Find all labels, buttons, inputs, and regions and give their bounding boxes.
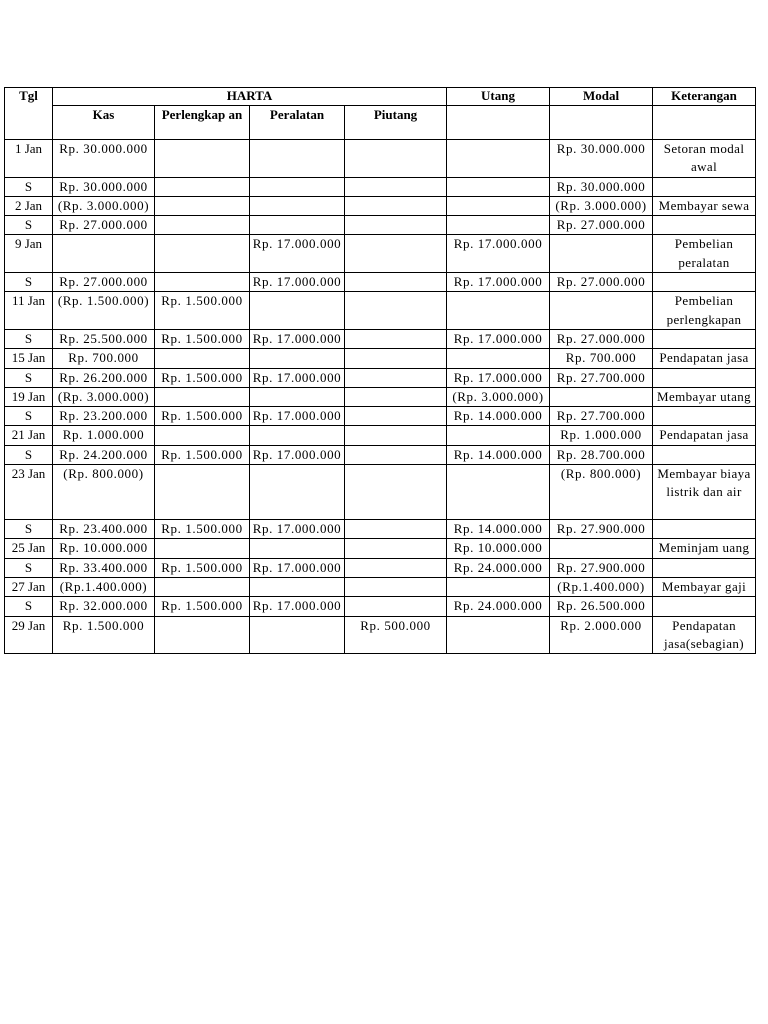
cell-ket: Pendapatan jasa (653, 349, 756, 368)
cell-tgl: 27 Jan (5, 577, 53, 596)
cell-utang: Rp. 17.000.000 (447, 329, 550, 348)
cell-ket: Pendapatan jasa (653, 426, 756, 445)
cell-utang: Rp. 17.000.000 (447, 273, 550, 292)
cell-ket (653, 273, 756, 292)
cell-piutang (345, 387, 447, 406)
cell-ket (653, 558, 756, 577)
cell-modal: (Rp. 800.000) (550, 465, 653, 520)
cell-ket: Setoran modal awal (653, 140, 756, 178)
cell-peralatan: Rp. 17.000.000 (250, 368, 345, 387)
cell-modal: (Rp. 3.000.000) (550, 196, 653, 215)
table-row (5, 465, 756, 520)
cell-kas: Rp. 27.000.000 (53, 273, 155, 292)
cell-peralatan (250, 426, 345, 445)
cell-ket (653, 216, 756, 235)
table-row (5, 273, 756, 292)
table-row (5, 407, 756, 426)
cell-perlengkapan (155, 426, 250, 445)
cell-ket: Pendapatan jasa(sebagian) (653, 616, 756, 654)
cell-kas: Rp. 30.000.000 (53, 177, 155, 196)
cell-utang: Rp. 24.000.000 (447, 558, 550, 577)
cell-modal (550, 235, 653, 273)
header-utang: Utang (447, 88, 550, 106)
table-row (5, 349, 756, 368)
cell-perlengkapan (155, 349, 250, 368)
cell-piutang (345, 273, 447, 292)
cell-tgl: S (5, 407, 53, 426)
cell-tgl: 9 Jan (5, 235, 53, 273)
cell-perlengkapan (155, 616, 250, 654)
cell-utang (447, 616, 550, 654)
cell-ket: Membayar utang (653, 387, 756, 406)
cell-kas: Rp. 1.500.000 (53, 616, 155, 654)
cell-tgl: 29 Jan (5, 616, 53, 654)
table-row (5, 426, 756, 445)
cell-utang: Rp. 14.000.000 (447, 407, 550, 426)
cell-tgl: 2 Jan (5, 196, 53, 215)
header-harta: HARTA (53, 88, 447, 106)
cell-utang: Rp. 14.000.000 (447, 520, 550, 539)
cell-perlengkapan (155, 216, 250, 235)
cell-peralatan (250, 577, 345, 596)
cell-piutang (345, 196, 447, 215)
cell-tgl: 25 Jan (5, 539, 53, 558)
cell-peralatan (250, 539, 345, 558)
cell-ket (653, 445, 756, 464)
cell-kas: Rp. 30.000.000 (53, 140, 155, 178)
cell-modal: Rp. 30.000.000 (550, 177, 653, 196)
cell-peralatan: Rp. 17.000.000 (250, 407, 345, 426)
header-utang-sub (447, 106, 550, 140)
cell-tgl: 23 Jan (5, 465, 53, 520)
cell-perlengkapan: Rp. 1.500.000 (155, 445, 250, 464)
cell-utang: Rp. 10.000.000 (447, 539, 550, 558)
header-kas: Kas (53, 106, 155, 140)
header-piutang: Piutang (345, 106, 447, 140)
cell-utang (447, 196, 550, 215)
cell-utang (447, 216, 550, 235)
cell-piutang (345, 177, 447, 196)
cell-peralatan (250, 292, 345, 330)
cell-ket: Membayar biaya listrik dan air (653, 465, 756, 520)
cell-modal: Rp. 30.000.000 (550, 140, 653, 178)
cell-peralatan (250, 177, 345, 196)
cell-utang (447, 577, 550, 596)
cell-modal: Rp. 27.700.000 (550, 407, 653, 426)
cell-modal: Rp. 2.000.000 (550, 616, 653, 654)
cell-piutang (345, 216, 447, 235)
table-row (5, 577, 756, 596)
cell-utang (447, 292, 550, 330)
cell-perlengkapan (155, 577, 250, 596)
table-row (5, 368, 756, 387)
table-row (5, 616, 756, 654)
cell-utang (447, 177, 550, 196)
cell-kas: (Rp.1.400.000) (53, 577, 155, 596)
cell-modal (550, 387, 653, 406)
cell-kas: (Rp. 3.000.000) (53, 387, 155, 406)
cell-peralatan (250, 465, 345, 520)
cell-ket: Pembelian perlengkapan (653, 292, 756, 330)
header-row-sub (5, 106, 756, 140)
cell-ket: Membayar gaji (653, 577, 756, 596)
cell-peralatan (250, 387, 345, 406)
cell-piutang (345, 426, 447, 445)
cell-utang (447, 349, 550, 368)
header-keterangan-sub (653, 106, 756, 140)
cell-ket (653, 368, 756, 387)
table-row (5, 558, 756, 577)
cell-tgl: S (5, 597, 53, 616)
cell-ket: Membayar sewa (653, 196, 756, 215)
cell-tgl: S (5, 520, 53, 539)
cell-peralatan (250, 349, 345, 368)
cell-tgl: 21 Jan (5, 426, 53, 445)
cell-piutang (345, 292, 447, 330)
cell-utang (447, 465, 550, 520)
table-row (5, 216, 756, 235)
cell-utang (447, 140, 550, 178)
table-row (5, 387, 756, 406)
transaction-ledger-table (4, 87, 756, 654)
header-tgl: Tgl (5, 88, 53, 140)
cell-kas: Rp. 24.200.000 (53, 445, 155, 464)
cell-tgl: 15 Jan (5, 349, 53, 368)
cell-modal: Rp. 27.000.000 (550, 273, 653, 292)
cell-piutang (345, 577, 447, 596)
cell-perlengkapan: Rp. 1.500.000 (155, 558, 250, 577)
cell-piutang (345, 329, 447, 348)
cell-kas: (Rp. 1.500.000) (53, 292, 155, 330)
cell-piutang (345, 597, 447, 616)
cell-kas: Rp. 23.200.000 (53, 407, 155, 426)
cell-kas: Rp. 1.000.000 (53, 426, 155, 445)
cell-modal (550, 539, 653, 558)
cell-tgl: S (5, 368, 53, 387)
cell-perlengkapan: Rp. 1.500.000 (155, 520, 250, 539)
table-row (5, 140, 756, 178)
cell-modal (550, 292, 653, 330)
cell-kas: Rp. 10.000.000 (53, 539, 155, 558)
table-row (5, 235, 756, 273)
cell-piutang (345, 235, 447, 273)
cell-perlengkapan (155, 273, 250, 292)
cell-peralatan: Rp. 17.000.000 (250, 445, 345, 464)
table-row (5, 539, 756, 558)
cell-peralatan: Rp. 17.000.000 (250, 329, 345, 348)
cell-peralatan: Rp. 17.000.000 (250, 597, 345, 616)
cell-perlengkapan (155, 465, 250, 520)
cell-modal: Rp. 28.700.000 (550, 445, 653, 464)
cell-piutang (345, 407, 447, 426)
cell-piutang (345, 465, 447, 520)
cell-modal: Rp. 700.000 (550, 349, 653, 368)
cell-perlengkapan: Rp. 1.500.000 (155, 329, 250, 348)
cell-modal: (Rp.1.400.000) (550, 577, 653, 596)
cell-piutang (345, 140, 447, 178)
cell-ket (653, 177, 756, 196)
cell-utang: Rp. 17.000.000 (447, 235, 550, 273)
header-perlengkapan: Perlengkap an (155, 106, 250, 140)
cell-piutang (345, 349, 447, 368)
cell-peralatan (250, 196, 345, 215)
cell-utang (447, 426, 550, 445)
cell-tgl: 11 Jan (5, 292, 53, 330)
cell-perlengkapan: Rp. 1.500.000 (155, 407, 250, 426)
cell-peralatan (250, 216, 345, 235)
cell-modal: Rp. 27.000.000 (550, 329, 653, 348)
cell-tgl: S (5, 445, 53, 464)
table-row (5, 597, 756, 616)
header-row-main (5, 88, 756, 106)
cell-perlengkapan (155, 177, 250, 196)
cell-ket (653, 520, 756, 539)
cell-kas (53, 235, 155, 273)
cell-modal: Rp. 27.900.000 (550, 558, 653, 577)
cell-perlengkapan: Rp. 1.500.000 (155, 597, 250, 616)
header-peralatan: Peralatan (250, 106, 345, 140)
cell-utang: Rp. 17.000.000 (447, 368, 550, 387)
cell-piutang (345, 445, 447, 464)
cell-kas: Rp. 26.200.000 (53, 368, 155, 387)
cell-modal: Rp. 27.900.000 (550, 520, 653, 539)
header-keterangan: Keterangan (653, 88, 756, 106)
cell-ket: Pembelian peralatan (653, 235, 756, 273)
cell-perlengkapan (155, 140, 250, 178)
header-modal: Modal (550, 88, 653, 106)
cell-kas: (Rp. 3.000.000) (53, 196, 155, 215)
cell-kas: Rp. 32.000.000 (53, 597, 155, 616)
cell-kas: (Rp. 800.000) (53, 465, 155, 520)
table-row (5, 329, 756, 348)
cell-peralatan: Rp. 17.000.000 (250, 558, 345, 577)
cell-perlengkapan (155, 387, 250, 406)
cell-utang: Rp. 24.000.000 (447, 597, 550, 616)
cell-piutang (345, 539, 447, 558)
cell-modal: Rp. 26.500.000 (550, 597, 653, 616)
cell-kas: Rp. 23.400.000 (53, 520, 155, 539)
cell-peralatan: Rp. 17.000.000 (250, 520, 345, 539)
cell-piutang: Rp. 500.000 (345, 616, 447, 654)
cell-tgl: S (5, 329, 53, 348)
cell-perlengkapan (155, 539, 250, 558)
cell-perlengkapan (155, 235, 250, 273)
cell-ket (653, 407, 756, 426)
cell-piutang (345, 368, 447, 387)
cell-modal: Rp. 1.000.000 (550, 426, 653, 445)
cell-utang: Rp. 14.000.000 (447, 445, 550, 464)
cell-perlengkapan: Rp. 1.500.000 (155, 368, 250, 387)
cell-kas: Rp. 27.000.000 (53, 216, 155, 235)
cell-piutang (345, 558, 447, 577)
cell-tgl: S (5, 177, 53, 196)
ledger-body (5, 140, 756, 654)
table-row (5, 177, 756, 196)
header-modal-sub (550, 106, 653, 140)
cell-modal: Rp. 27.700.000 (550, 368, 653, 387)
cell-modal: Rp. 27.000.000 (550, 216, 653, 235)
cell-ket (653, 329, 756, 348)
cell-tgl: S (5, 216, 53, 235)
cell-tgl: 19 Jan (5, 387, 53, 406)
cell-piutang (345, 520, 447, 539)
cell-ket (653, 597, 756, 616)
cell-peralatan (250, 616, 345, 654)
cell-peralatan: Rp. 17.000.000 (250, 273, 345, 292)
cell-utang: (Rp. 3.000.000) (447, 387, 550, 406)
cell-peralatan: Rp. 17.000.000 (250, 235, 345, 273)
cell-kas: Rp. 33.400.000 (53, 558, 155, 577)
cell-peralatan (250, 140, 345, 178)
table-row (5, 292, 756, 330)
cell-ket: Meminjam uang (653, 539, 756, 558)
cell-kas: Rp. 25.500.000 (53, 329, 155, 348)
table-row (5, 520, 756, 539)
cell-tgl: S (5, 558, 53, 577)
cell-perlengkapan: Rp. 1.500.000 (155, 292, 250, 330)
cell-tgl: 1 Jan (5, 140, 53, 178)
cell-perlengkapan (155, 196, 250, 215)
cell-kas: Rp. 700.000 (53, 349, 155, 368)
cell-tgl: S (5, 273, 53, 292)
table-row (5, 196, 756, 215)
table-row (5, 445, 756, 464)
